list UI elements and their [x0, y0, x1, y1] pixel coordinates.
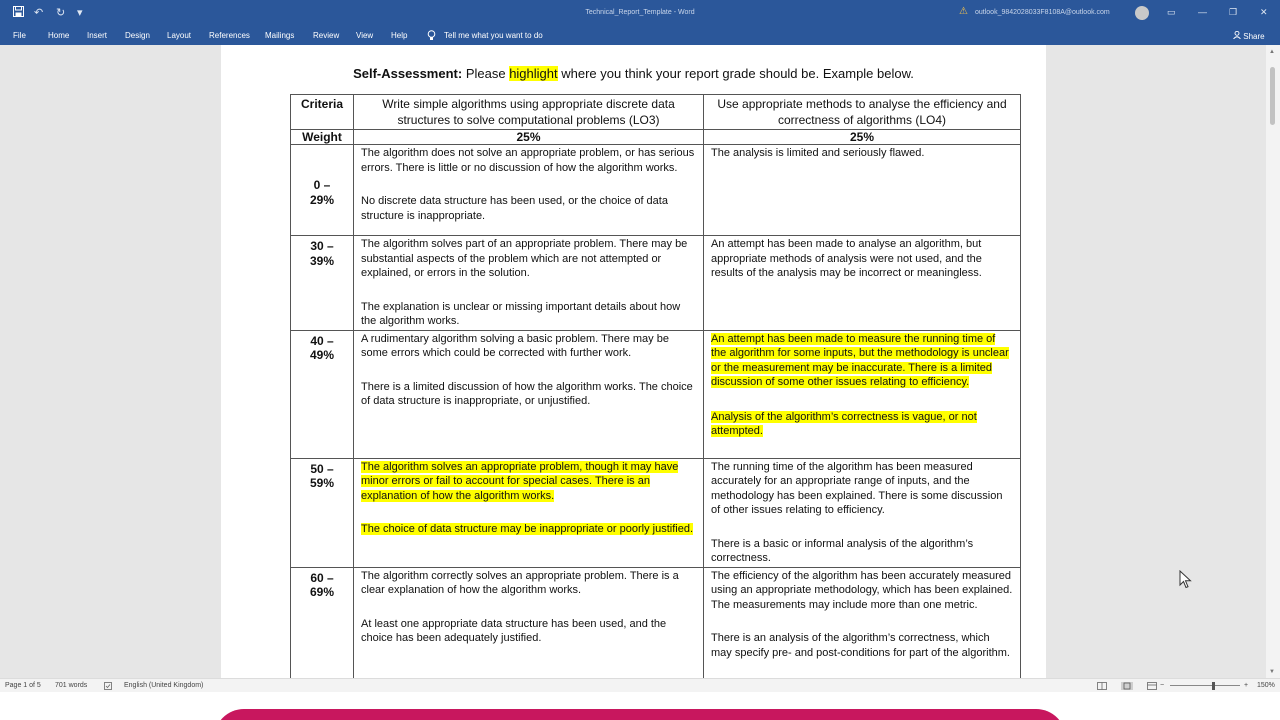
lo3-cell[interactable] [354, 236, 704, 331]
weight-row [291, 130, 1021, 145]
grade-band[interactable] [291, 330, 354, 458]
lo3-header[interactable]: Write simple algorithms using appropriate discrete data structures to solve computational problems (LO3) [354, 95, 704, 130]
lo4-header[interactable]: Use appropriate methods to analyse the efficiency and correctness of algorithms (LO4) [704, 95, 1021, 130]
scroll-up-icon[interactable]: ▲ [1269, 49, 1275, 55]
lo3-text: The algorithm does not solve an appropriate problem, or has serious errors. There is little or no discussion of how the algorithm works. [361, 147, 695, 174]
band-bottom: 69% [309, 585, 335, 599]
lo4-text [711, 410, 1013, 439]
table-row [291, 145, 1021, 236]
minimize-icon[interactable]: — [1198, 7, 1207, 17]
zoom-slider[interactable] [1170, 685, 1240, 686]
tab-mailings[interactable]: Mailings [265, 31, 295, 40]
lo4-cell[interactable] [704, 458, 1021, 567]
tab-insert[interactable]: Insert [87, 31, 108, 40]
document-page[interactable] [221, 45, 1046, 678]
lo3-cell[interactable] [354, 145, 704, 236]
highlighted-text: An attempt has been made to measure the running time of the algorithm for some inputs, but the methodology is unclear or the measurement may be inaccurate. There is a limited discussion of some other issues relating to efficiency. [711, 332, 1009, 388]
table-row [291, 458, 1021, 567]
tab-help[interactable]: Help [391, 31, 408, 40]
vertical-scrollbar[interactable] [1266, 45, 1280, 678]
language[interactable]: English (United Kingdom) [124, 682, 204, 689]
document-canvas[interactable] [0, 45, 1280, 678]
lo4-cell[interactable] [704, 330, 1021, 458]
lo3-weight[interactable]: 25% [354, 130, 704, 145]
redo-icon[interactable]: ↻ [56, 7, 66, 19]
person-icon [1233, 31, 1241, 39]
mouse-cursor-icon [1179, 570, 1193, 590]
grade-band[interactable] [291, 236, 354, 331]
grade-band[interactable] [291, 145, 354, 236]
scrollbar-thumb[interactable] [1270, 67, 1275, 125]
highlighted-text: The choice of data structure may be inappropriate or poorly justified. [361, 523, 694, 535]
tab-view[interactable]: View [356, 31, 374, 40]
web-layout-icon[interactable] [1147, 682, 1157, 692]
weight-label[interactable]: Weight [291, 130, 354, 145]
table-row [291, 567, 1021, 678]
word-count[interactable]: 701 words [55, 682, 88, 689]
lo3-text [361, 522, 696, 537]
restore-icon[interactable]: ❐ [1229, 7, 1238, 17]
lo3-text: The algorithm solves part of an appropriate problem. There may be substantial aspects of the problem which are not attempted or explained, or errors in the solution. [361, 238, 688, 279]
tab-references[interactable]: References [209, 31, 250, 40]
heading-pre: Please [462, 66, 510, 81]
zoom-out-button[interactable]: − [1160, 682, 1165, 689]
lo3-text [361, 460, 696, 504]
lo4-text: The analysis is limited and seriously flawed. [711, 147, 925, 159]
title-bar [0, 0, 1280, 27]
band-top: 30 – [310, 239, 334, 253]
tab-design[interactable]: Design [125, 31, 150, 40]
lo4-text: There is an analysis of the algorithm’s correctness, which may specify pre- and post-conditions for part of the algorithm. [711, 632, 1010, 659]
tab-review[interactable]: Review [313, 31, 340, 40]
document-title: Technical_Report_Template - Word [585, 9, 695, 16]
warning-icon[interactable]: ⚠ [959, 6, 968, 17]
lo4-cell[interactable] [704, 567, 1021, 678]
band-top: 40 – [310, 333, 334, 348]
share-label: Share [1243, 32, 1265, 41]
lo4-text: There is a basic or informal analysis of the algorithm’s correctness. [711, 537, 974, 564]
close-icon[interactable]: ✕ [1260, 7, 1268, 17]
account-name[interactable]: outlook_9842028033F8108A@outlook.com [975, 9, 1110, 16]
heading-post: where you think your report grade should be. Example below. [557, 66, 914, 81]
lo4-text [711, 332, 1013, 390]
grade-band[interactable] [291, 567, 354, 678]
table-row [291, 236, 1021, 331]
avatar[interactable] [1135, 6, 1149, 20]
tab-file[interactable]: File [13, 31, 26, 40]
lo3-text: The explanation is unclear or missing important details about how the algorithm works. [361, 300, 681, 327]
pink-banner [214, 709, 1066, 720]
lo3-text: The algorithm correctly solves an appropriate problem. There is a clear explanation of how the algorithm works. [361, 569, 679, 596]
criteria-header[interactable]: Criteria [291, 95, 354, 130]
lo4-text: The efficiency of the algorithm has been accurately measured using an appropriate methodology, which has been explained. The measurements may include more than one metric. [711, 569, 1013, 611]
ribbon-tabs [0, 27, 1280, 45]
lo3-text: A rudimentary algorithm solving a basic problem. There may be some errors which could be corrected with further work. [361, 332, 669, 359]
lo3-cell[interactable] [354, 567, 704, 678]
lo3-cell[interactable] [354, 330, 704, 458]
lo3-text: There is a limited discussion of how the algorithm works. The choice of data structure is inappropriate, or unjustified. [361, 380, 693, 407]
band-bottom: 49% [309, 348, 335, 362]
band-top: 50 – [310, 461, 334, 476]
lo3-cell[interactable] [354, 458, 704, 567]
band-bottom: 59% [309, 476, 335, 490]
band-bottom: 29% [309, 192, 335, 207]
heading-highlight: highlight [509, 66, 558, 81]
zoom-level[interactable]: 150% [1257, 682, 1275, 689]
ribbon-display-options-icon[interactable]: ▭ [1167, 7, 1176, 17]
tell-me-search[interactable]: Tell me what you want to do [444, 31, 543, 40]
lo3-text: No discrete data structure has been used, or the choice of data structure is inappropriate. [361, 195, 668, 222]
zoom-slider-handle[interactable] [1212, 682, 1215, 690]
lo4-cell[interactable] [704, 145, 1021, 236]
lo4-weight[interactable]: 25% [704, 130, 1021, 145]
self-assessment-heading[interactable] [221, 66, 1046, 81]
lightbulb-icon [427, 30, 436, 43]
undo-icon[interactable]: ↶ [34, 7, 44, 19]
bottom-overlay [0, 692, 1280, 720]
lo4-text: An attempt has been made to analyse an algorithm, but appropriate methods of analysis were not used, and the results of the analysis may be incorrect or meaningless. [711, 238, 982, 279]
proofing-icon[interactable] [104, 682, 112, 692]
band-top: 60 – [310, 570, 334, 585]
tab-home[interactable]: Home [48, 31, 70, 40]
read-mode-icon[interactable] [1097, 682, 1107, 692]
page-count[interactable]: Page 1 of 5 [5, 682, 41, 689]
tab-layout[interactable]: Layout [167, 31, 192, 40]
print-layout-icon[interactable] [1121, 682, 1133, 692]
scroll-down-icon[interactable]: ▼ [1269, 669, 1275, 675]
lo4-cell[interactable] [704, 236, 1021, 331]
heading-bold: Self-Assessment: [353, 66, 463, 81]
highlighted-text: The algorithm solves an appropriate problem, though it may have minor errors or fail to account for special cases. There is an explanation of how the algorithm works. [361, 460, 679, 502]
grade-band[interactable] [291, 458, 354, 567]
zoom-in-button[interactable]: + [1244, 682, 1249, 689]
band-bottom: 39% [309, 253, 335, 268]
highlighted-text: Analysis of the algorithm’s correctness is vague, or not attempted. [711, 410, 977, 437]
band-top: 0 – [313, 178, 331, 192]
status-bar [0, 678, 1280, 692]
lo4-text: The running time of the algorithm has been measured accurately for an appropriate range of inputs, and the methodology has been explained. There is some discussion of other issues relating to efficiency. [711, 460, 1003, 516]
table-header-row [291, 95, 1021, 130]
assessment-table[interactable] [290, 94, 1021, 678]
share-button[interactable] [1233, 31, 1265, 41]
table-row [291, 330, 1021, 458]
lo3-text: At least one appropriate data structure has been used, and the choice has been adequately justified. [361, 617, 667, 644]
customize-toolbar-icon[interactable]: ▾ [77, 7, 83, 19]
